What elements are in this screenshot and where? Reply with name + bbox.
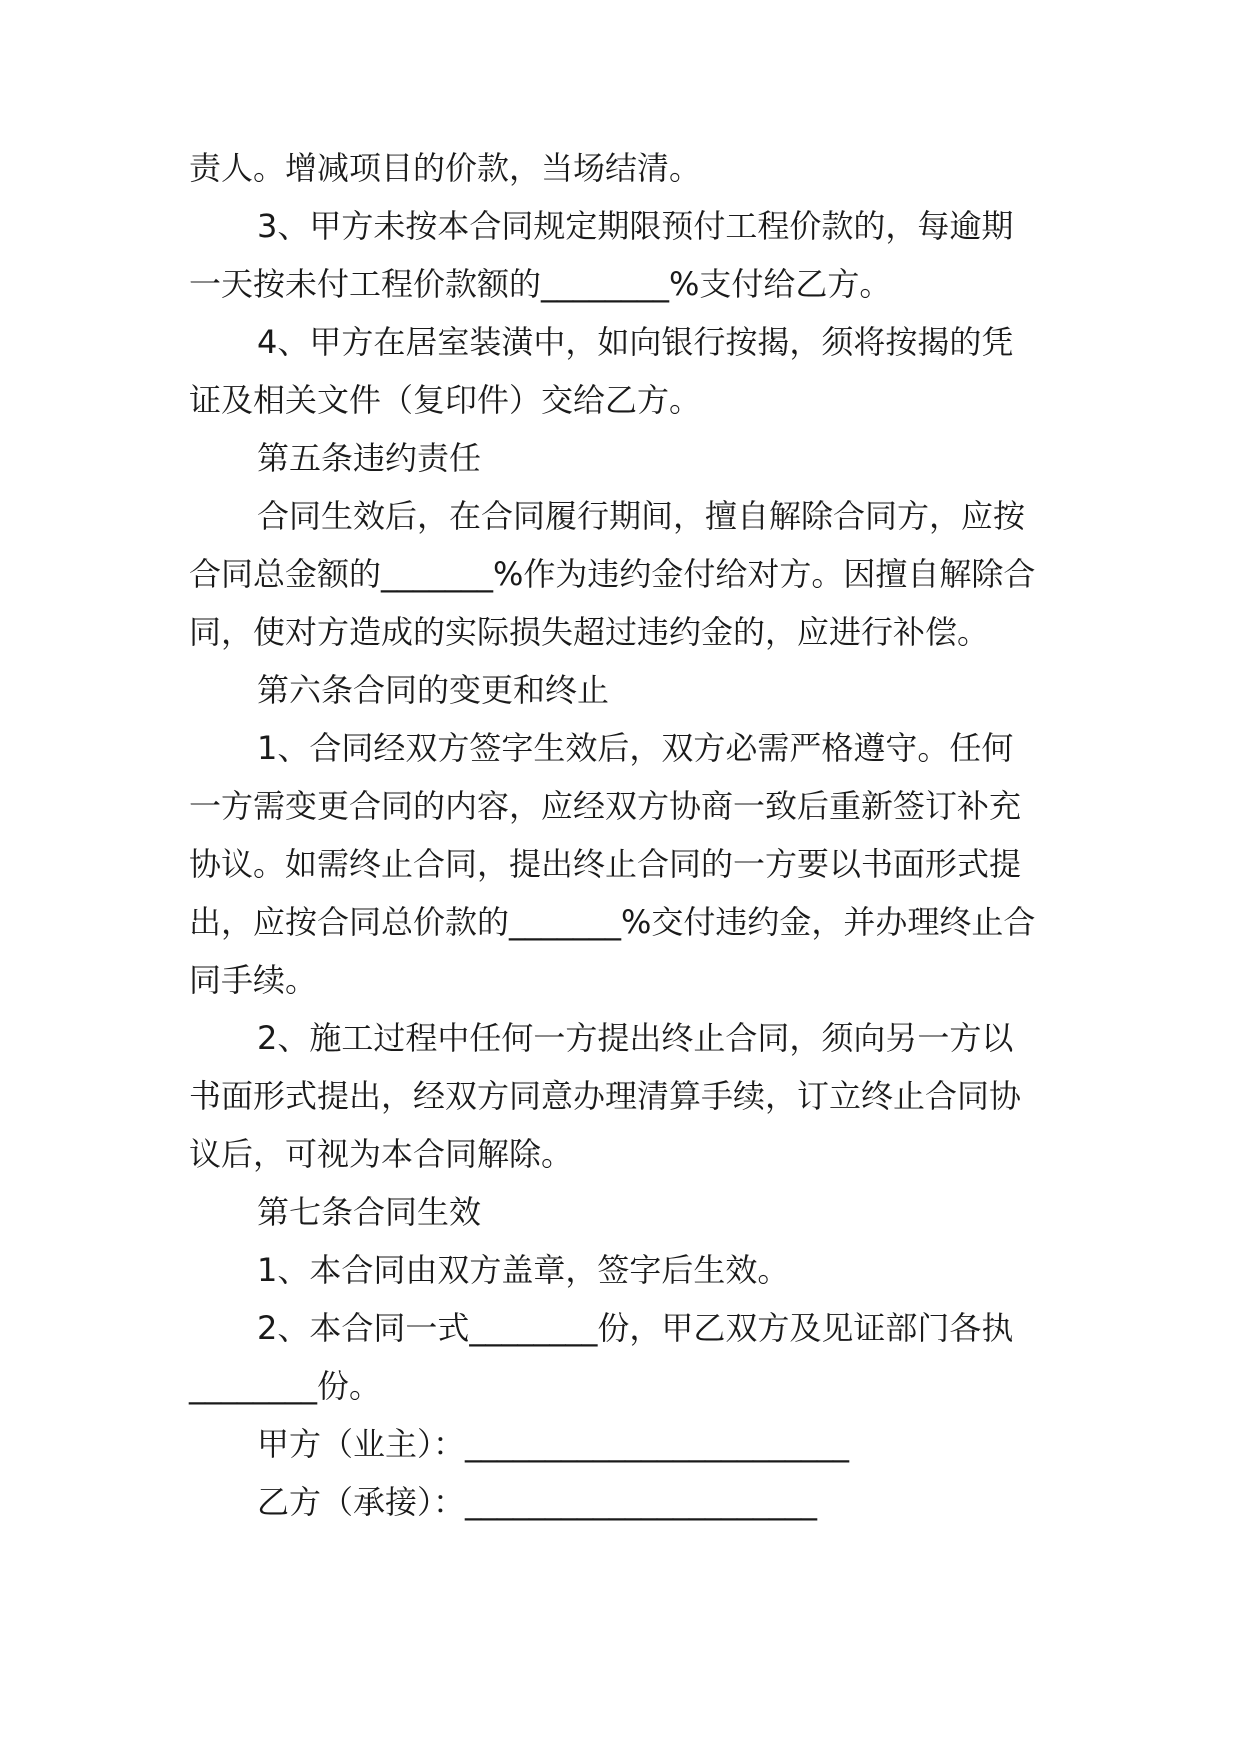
text-line: 出，应按合同总价款的_______%交付违约金，并办理终止合: [189, 903, 1036, 941]
section-heading: 第五条违约责任: [257, 439, 482, 477]
text-line: 1、本合同由双方盖章，签字后生效。: [257, 1251, 790, 1289]
text-line: 一天按未付工程价款额的________%支付给乙方。: [189, 265, 892, 303]
text-line: 书面形式提出，经双方同意办理清算手续，订立终止合同协: [189, 1077, 1022, 1115]
text-line: 合同总金额的_______%作为违约金付给对方。因擅自解除合: [189, 555, 1036, 593]
text-line: 1、合同经双方签字生效后，双方必需严格遵守。任何: [257, 729, 1014, 767]
text-line: 2、本合同一式________份，甲乙双方及见证部门各执: [257, 1309, 1014, 1347]
signature-line-party-a: 甲方（业主）：________________________: [257, 1425, 850, 1463]
text-line: 证及相关文件（复印件）交给乙方。: [189, 381, 702, 419]
text-line: 协议。如需终止合同，提出终止合同的一方要以书面形式提: [189, 845, 1022, 883]
text-line: 4、甲方在居室装潢中，如向银行按揭，须将按揭的凭: [257, 323, 1014, 361]
section-heading: 第七条合同生效: [257, 1193, 482, 1231]
text-line: 2、施工过程中任何一方提出终止合同，须向另一方以: [257, 1019, 1014, 1057]
signature-line-party-b: 乙方（承接）：______________________: [257, 1483, 818, 1521]
text-line: 议后，可视为本合同解除。: [189, 1135, 574, 1173]
text-line: 一方需变更合同的内容，应经双方协商一致后重新签订补充: [189, 787, 1022, 825]
text-line: 3、甲方未按本合同规定期限预付工程价款的，每逾期: [257, 207, 1014, 245]
text-line: 合同生效后，在合同履行期间，擅自解除合同方，应按: [257, 497, 1026, 535]
text-line: 责人。增减项目的价款，当场结清。: [189, 149, 702, 187]
text-line: 同手续。: [189, 961, 318, 999]
text-line: 同，使对方造成的实际损失超过违约金的，应进行补偿。: [189, 613, 990, 651]
text-line: ________份。: [189, 1367, 382, 1405]
section-heading: 第六条合同的变更和终止: [257, 671, 610, 709]
